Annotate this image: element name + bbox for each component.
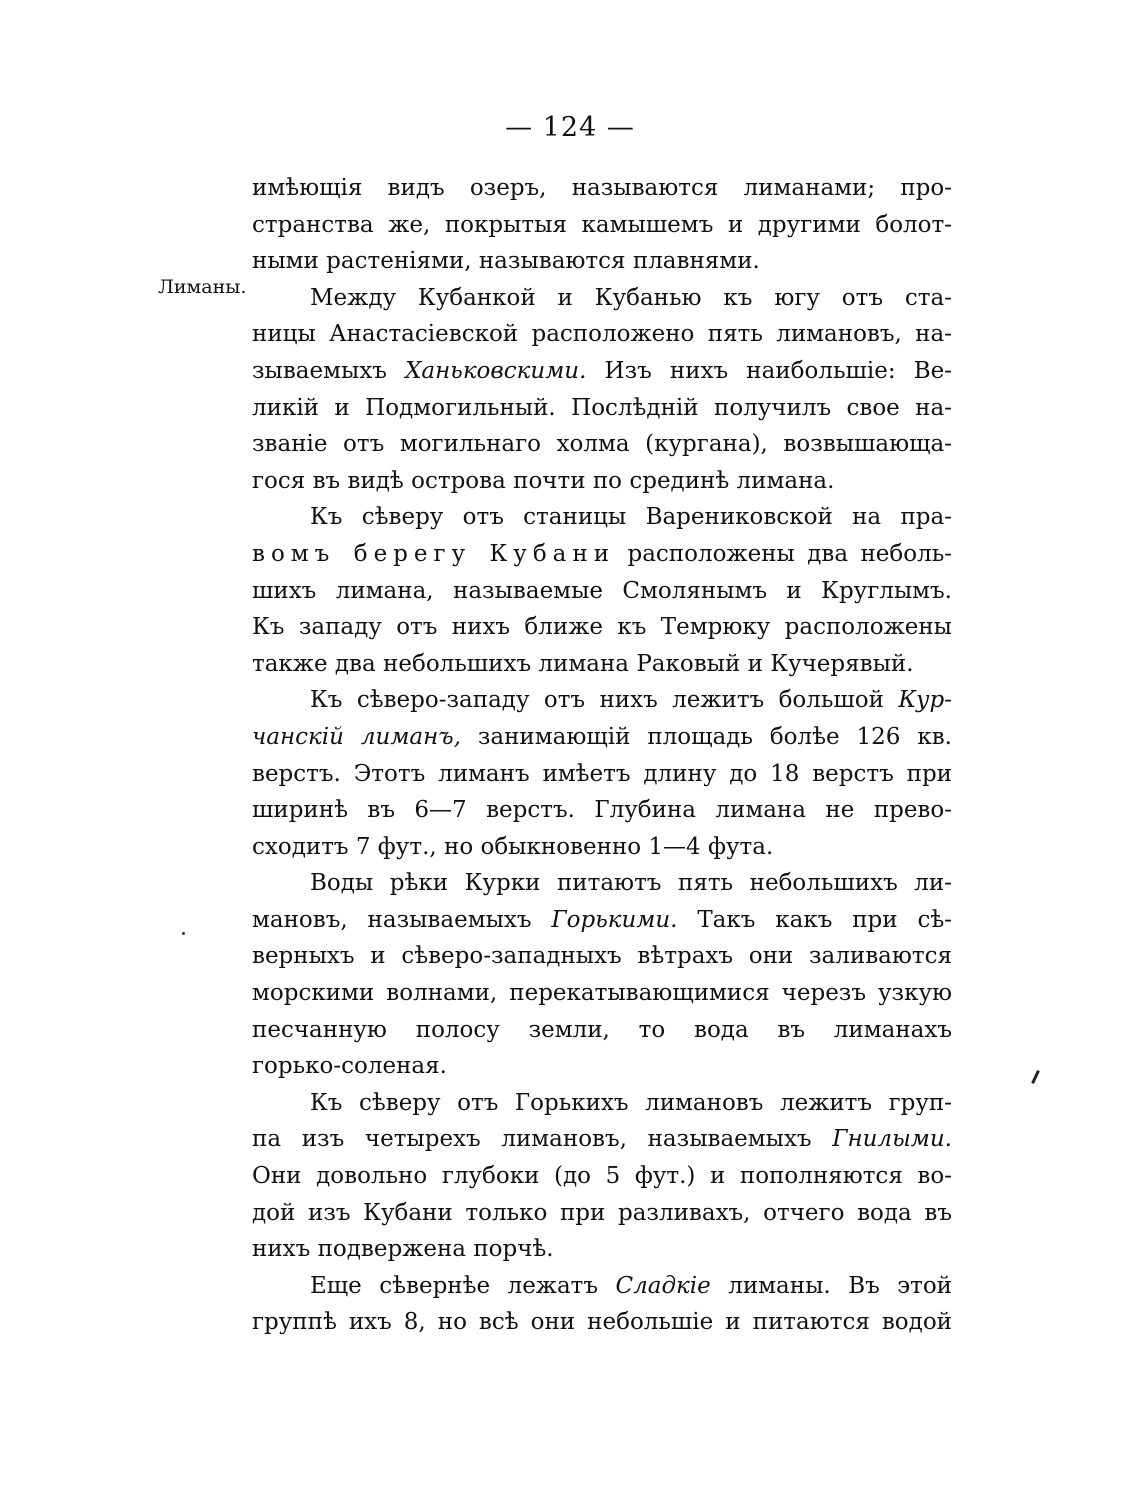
- stray-mark: [1031, 1070, 1040, 1084]
- text-fragment: лиманы. Въ этой: [710, 1272, 952, 1299]
- text-line: [252, 536, 952, 573]
- text-line: также два небольшихъ лимана Раковый и Кучерявый.: [252, 650, 914, 677]
- text-line: ширинѣ въ 6—7 верстъ. Глубина лимана не прево-: [252, 797, 952, 824]
- print-speck: [182, 932, 185, 935]
- text-line: имѣющія видъ озеръ, называются лиманами; про-: [252, 175, 952, 201]
- text-fragment: Изъ нихъ наибольшіе: Ве-: [586, 357, 952, 384]
- text-line: Они довольно глубоки (до 5 фут.) и пополняются во-: [252, 1163, 952, 1190]
- body-text: [252, 170, 952, 1341]
- text-line: шихъ лимана, называемые Смолянымъ и Круглымъ.: [252, 577, 952, 604]
- text-line: верныхъ и сѣверо-западныхъ вѣтрахъ они заливаются: [252, 943, 952, 970]
- text-line: [252, 1121, 952, 1158]
- text-line: группѣ ихъ 8, но всѣ они небольшіе и питаются водой: [252, 1309, 952, 1336]
- text-fragment: расположены два неболь-: [615, 540, 952, 567]
- text-line: Къ западу отъ нихъ ближе къ Темрюку расположены: [252, 614, 952, 641]
- text-fragment: Еще сѣвернѣе лежатъ: [310, 1272, 616, 1299]
- text-line: морскими волнами, перекатывающимися черезъ узкую: [252, 980, 952, 1007]
- text-line: званіе отъ могильнаго холма (кургана), возвышающа-: [252, 431, 952, 458]
- text-fragment: мановъ, называемыхъ: [252, 906, 552, 933]
- text-line: [252, 902, 952, 939]
- text-line: Между Кубанкой и Кубанью къ югу отъ ста-: [310, 284, 952, 311]
- lake-name-italic: Сладкіе: [615, 1272, 711, 1299]
- lake-name-italic: Гнилыми.: [832, 1126, 952, 1153]
- lake-name-italic: Ханьковскими.: [405, 357, 587, 384]
- lake-name-italic: чанскій лиманъ,: [252, 723, 461, 750]
- text-line: ликій и Подмогильный. Послѣдній получилъ свое на-: [252, 394, 952, 421]
- page-number: — 124 —: [505, 112, 635, 143]
- text-line: [252, 719, 952, 756]
- text-line: песчанную полосу земли, то вода въ лиманахъ: [252, 1016, 952, 1043]
- text-fragment: па изъ четырехъ лимановъ, называемыхъ: [252, 1126, 833, 1153]
- text-line: верстъ. Этотъ лиманъ имѣетъ длину до 18 верстъ при: [252, 760, 952, 787]
- margin-note: Лиманы.: [158, 276, 247, 298]
- text-fragment: Къ сѣверо-западу отъ нихъ лежитъ большой: [310, 687, 899, 714]
- lake-name-italic: Горькими.: [551, 906, 678, 933]
- spaced-text: вомъ берегу Кубани: [252, 540, 616, 567]
- text-line: нихъ подвержена порчѣ.: [252, 1236, 554, 1263]
- text-line: Къ сѣверу отъ Горькихъ лимановъ лежитъ груп-: [310, 1089, 952, 1116]
- lake-name-italic: Кур-: [898, 687, 952, 714]
- text-line: дой изъ Кубани только при разливахъ, отчего вода въ: [252, 1199, 952, 1226]
- text-line: странства же, покрытыя камышемъ и другими болот-: [252, 211, 952, 238]
- text-line: гося въ видѣ острова почти по срединѣ лимана.: [252, 467, 835, 494]
- text-line: Къ сѣверу отъ станицы Варениковской на пра-: [310, 504, 952, 531]
- text-line: ными растеніями, называются плавнями.: [252, 248, 760, 275]
- text-fragment: зываемыхъ: [252, 357, 406, 384]
- text-line: [252, 353, 952, 390]
- text-line: горько-соленая.: [252, 1053, 447, 1080]
- text-fragment: Такъ какъ при сѣ-: [677, 906, 952, 933]
- text-line: [252, 1268, 952, 1305]
- text-line: Воды рѣки Курки питаютъ пять небольшихъ ли-: [310, 870, 952, 897]
- text-line: [252, 682, 952, 719]
- text-line: сходитъ 7 фут., но обыкновенно 1—4 фута.: [252, 833, 774, 860]
- text-line: ницы Анастасіевской расположено пять лимановъ, на-: [252, 321, 952, 348]
- text-fragment: занимающій площадь болѣе 126 кв.: [460, 723, 952, 750]
